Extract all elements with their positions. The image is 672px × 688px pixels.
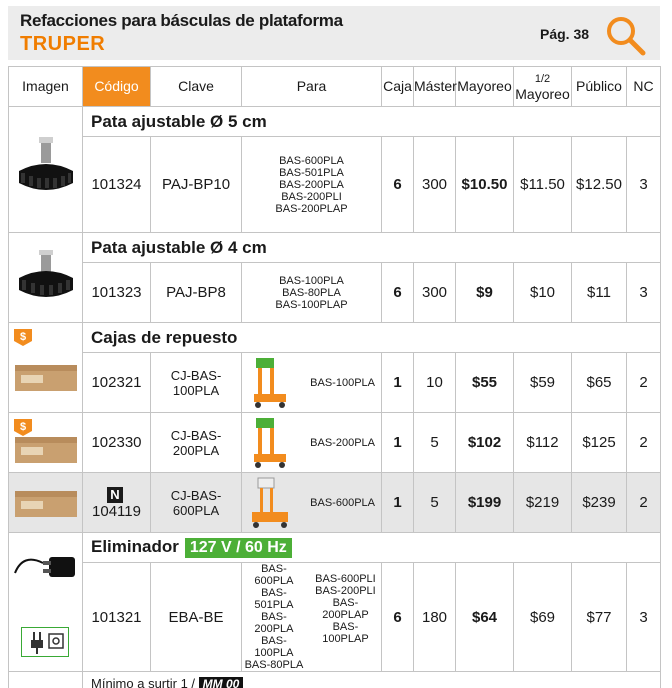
- nc-cell: 3: [627, 563, 661, 672]
- mayoreo-cell: $10.50: [456, 137, 514, 233]
- col-mayoreo: Mayoreo: [456, 67, 514, 107]
- medio-cell: $59: [514, 353, 572, 413]
- master-cell: 10: [414, 353, 456, 413]
- para-cell: BAS-600PLA BAS-501PLA BAS-200PLA BAS-100PLA BAS-80PLA BAS-600PLI BAS-200PLI BAS-200PLAP BAS-100PLAP: [242, 563, 382, 672]
- codigo-cell: 102321: [83, 353, 151, 413]
- table-row: [9, 473, 661, 533]
- voltage-badge: 127 V / 60 Hz: [185, 538, 292, 558]
- section-title-cajas: Cajas de repuesto: [83, 323, 661, 353]
- codigo-cell: 101324: [83, 137, 151, 233]
- caja-cell: 1: [382, 353, 414, 413]
- para-cell: BAS-200PLA: [242, 413, 382, 473]
- box-image: [9, 473, 83, 533]
- footer-note: Mínimo a surtir 1 / MM 00: [83, 672, 661, 688]
- publico-cell: $77: [572, 563, 627, 672]
- master-cell: 5: [414, 473, 456, 533]
- codigo-cell: N104119: [83, 473, 151, 533]
- clave-cell: CJ-BAS-200PLA: [151, 413, 242, 473]
- mayoreo-cell: $102: [456, 413, 514, 473]
- medio-cell: $69: [514, 563, 572, 672]
- caja-cell: 6: [382, 263, 414, 323]
- svg-text:$: $: [19, 421, 27, 433]
- nc-cell: 3: [627, 263, 661, 323]
- mm-badge: MM 00: [199, 677, 244, 688]
- col-imagen: Imagen: [9, 67, 83, 107]
- table-header-row: [9, 67, 661, 107]
- master-cell: 5: [414, 413, 456, 473]
- para-cell: BAS-100PLA: [242, 353, 382, 413]
- table-row: [9, 263, 661, 323]
- medio-cell: $10: [514, 263, 572, 323]
- publico-cell: $12.50: [572, 137, 627, 233]
- section-title-eliminador: Eliminador 127 V / 60 Hz: [83, 533, 661, 563]
- codigo-cell: 101323: [83, 263, 151, 323]
- col-master: Máster: [414, 67, 456, 107]
- publico-cell: $65: [572, 353, 627, 413]
- nc-cell: 2: [627, 353, 661, 413]
- mayoreo-cell: $199: [456, 473, 514, 533]
- product-table: [8, 66, 661, 688]
- dollar-tag-icon: [13, 417, 33, 437]
- medio-cell: $112: [514, 413, 572, 473]
- scale-image: [250, 356, 290, 410]
- table-row: [9, 413, 661, 473]
- publico-cell: $11: [572, 263, 627, 323]
- section-title-pata-4: Pata ajustable Ø 4 cm: [83, 233, 661, 263]
- section-title-pata-5: Pata ajustable Ø 5 cm: [83, 107, 661, 137]
- caja-cell: 6: [382, 563, 414, 672]
- publico-cell: $125: [572, 413, 627, 473]
- foot-4cm-image: [9, 233, 83, 323]
- adapter-image: [9, 533, 83, 672]
- col-codigo: Código: [83, 67, 151, 107]
- nc-cell: 3: [627, 137, 661, 233]
- new-badge: N: [107, 487, 123, 503]
- footer-row: [9, 672, 661, 688]
- publico-cell: $239: [572, 473, 627, 533]
- table-row: [9, 353, 661, 413]
- svg-text:$: $: [19, 331, 27, 343]
- page-header: [8, 6, 660, 60]
- col-publico: Público: [572, 67, 627, 107]
- para-cell: BAS-600PLA BAS-501PLA BAS-200PLA BAS-200PLI BAS-200PLAP: [242, 137, 382, 233]
- foot-5cm-image: [9, 107, 83, 233]
- mayoreo-cell: $55: [456, 353, 514, 413]
- clave-cell: CJ-BAS-100PLA: [151, 353, 242, 413]
- clave-cell: CJ-BAS-600PLA: [151, 473, 242, 533]
- mayoreo-cell: $9: [456, 263, 514, 323]
- table-row: [9, 137, 661, 233]
- plug-icon: [21, 627, 69, 657]
- scale-image: [250, 416, 290, 470]
- brand-logo: TRUPER: [20, 33, 106, 55]
- dollar-tag-icon: [13, 327, 33, 347]
- para-cell: BAS-600PLA: [242, 473, 382, 533]
- caja-cell: 1: [382, 413, 414, 473]
- box-image: [9, 323, 83, 413]
- col-caja: Caja: [382, 67, 414, 107]
- medio-cell: $11.50: [514, 137, 572, 233]
- master-cell: 180: [414, 563, 456, 672]
- page-number: Pág. 38: [540, 26, 590, 42]
- clave-cell: PAJ-BP8: [151, 263, 242, 323]
- medio-cell: $219: [514, 473, 572, 533]
- clave-cell: PAJ-BP10: [151, 137, 242, 233]
- table-row: [9, 563, 661, 672]
- para-cell: BAS-100PLA BAS-80PLA BAS-100PLAP: [242, 263, 382, 323]
- codigo-cell: 101321: [83, 563, 151, 672]
- scale-image: [250, 476, 290, 530]
- caja-cell: 1: [382, 473, 414, 533]
- col-medio-mayoreo: 1/2 Mayoreo: [514, 67, 572, 107]
- clave-cell: EBA-BE: [151, 563, 242, 672]
- col-clave: Clave: [151, 67, 242, 107]
- col-para: Para: [242, 67, 382, 107]
- nc-cell: 2: [627, 473, 661, 533]
- master-cell: 300: [414, 137, 456, 233]
- page-title: Refacciones para básculas de plataforma: [20, 11, 343, 30]
- mayoreo-cell: $64: [456, 563, 514, 672]
- codigo-cell: 102330: [83, 413, 151, 473]
- col-nc: NC: [627, 67, 661, 107]
- caja-cell: 6: [382, 137, 414, 233]
- box-image: [9, 413, 83, 473]
- search-icon[interactable]: [604, 14, 648, 58]
- nc-cell: 2: [627, 413, 661, 473]
- master-cell: 300: [414, 263, 456, 323]
